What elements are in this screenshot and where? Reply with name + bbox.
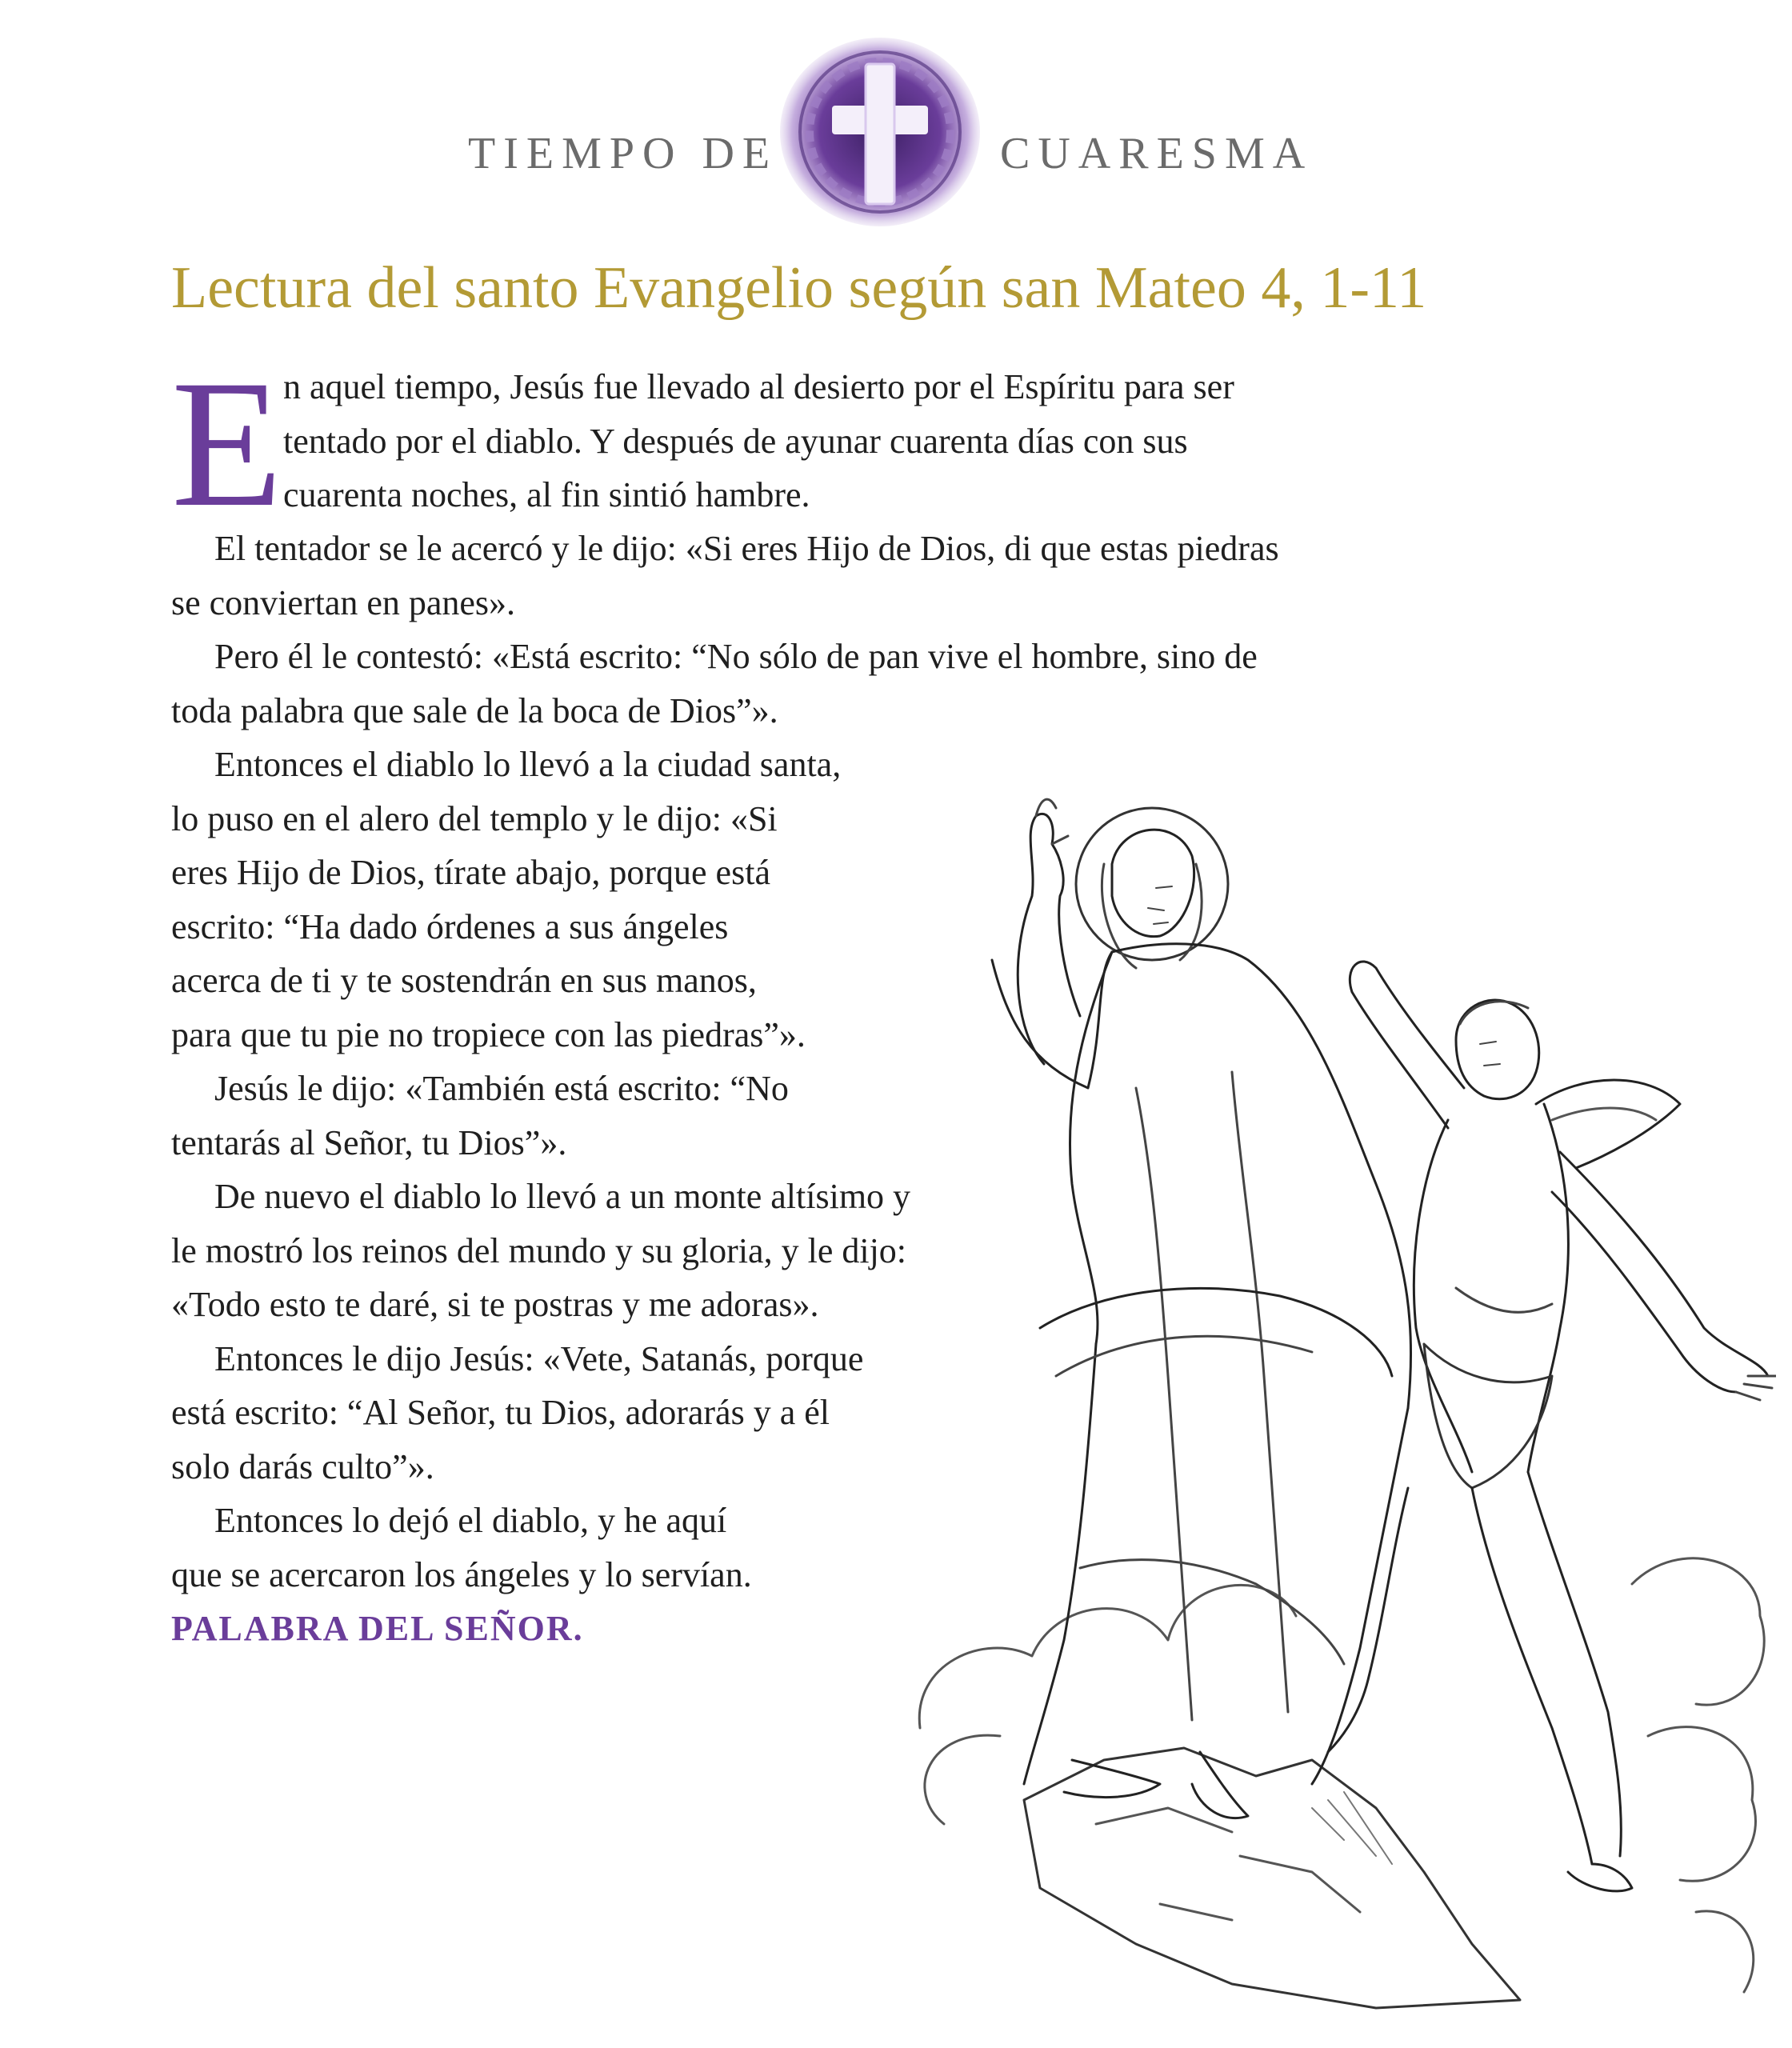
header-right-word: CUARESMA xyxy=(1000,129,1314,178)
text-line: acerca de ti y te sostendrán en sus manos, xyxy=(171,961,757,1000)
text-line: solo darás culto”». xyxy=(171,1446,434,1486)
text-line: De nuevo el diablo lo llevó a un monte altísimo y xyxy=(214,1177,911,1216)
text-line: Entonces lo dejó el diablo, y he aquí xyxy=(214,1501,727,1540)
closing-acclamation: PALABRA DEL SEÑOR. xyxy=(171,1609,584,1648)
text-line: tentado por el diablo. Y después de ayunar cuarenta días con sus xyxy=(283,421,1188,461)
text-line: Entonces le dijo Jesús: «Vete, Satanás, porque xyxy=(214,1338,864,1378)
drop-cap: E xyxy=(171,343,283,545)
text-line: para que tu pie no tropiece con las piedras”». xyxy=(171,1014,806,1054)
temptation-of-christ-illustration xyxy=(896,768,1776,2016)
text-line: le mostró los reinos del mundo y su gloria, y le dijo: xyxy=(171,1230,907,1270)
text-line: se conviertan en panes». xyxy=(171,582,516,622)
text-line: toda palabra que sale de la boca de Dios”». xyxy=(171,690,778,730)
page-title: Lectura del santo Evangelio según san Mateo 4, 1-11 xyxy=(171,255,1427,321)
text-line: El tentador se le acercó y le dijo: «Si eres Hijo de Dios, di que estas piedras xyxy=(214,529,1279,568)
text-line: eres Hijo de Dios, tírate abajo, porque está xyxy=(171,853,770,892)
paragraph-1 xyxy=(171,343,1499,545)
text-line: tentarás al Señor, tu Dios”». xyxy=(171,1122,567,1162)
text-line: Jesús le dijo: «También está escrito: “No xyxy=(214,1069,789,1108)
page-header xyxy=(0,24,1792,232)
paragraph-3 xyxy=(171,630,1499,738)
text-line: «Todo esto te daré, si te postras y me adoras». xyxy=(171,1285,819,1324)
text-line: lo puso en el alero del templo y le dijo: «Si xyxy=(171,798,778,838)
text-line: n aquel tiempo, Jesús fue llevado al desierto por el Espíritu para ser xyxy=(283,367,1234,406)
text-line: escrito: “Ha dado órdenes a sus ángeles xyxy=(171,906,729,946)
text-line: Entonces el diablo lo llevó a la ciudad santa, xyxy=(214,745,842,784)
text-line: que se acercaron los ángeles y lo servían. xyxy=(171,1554,752,1594)
header-left-word: TIEMPO DE xyxy=(468,129,778,178)
cross-wreath-icon xyxy=(776,32,984,232)
text-line: Pero él le contestó: «Está escrito: “No sólo de pan vive el hombre, sino de xyxy=(214,637,1258,676)
text-line: cuarenta noches, al fin sintió hambre. xyxy=(283,475,810,514)
text-line: está escrito: “Al Señor, tu Dios, adorarás y a él xyxy=(171,1393,830,1432)
paragraph-2 xyxy=(171,522,1499,630)
